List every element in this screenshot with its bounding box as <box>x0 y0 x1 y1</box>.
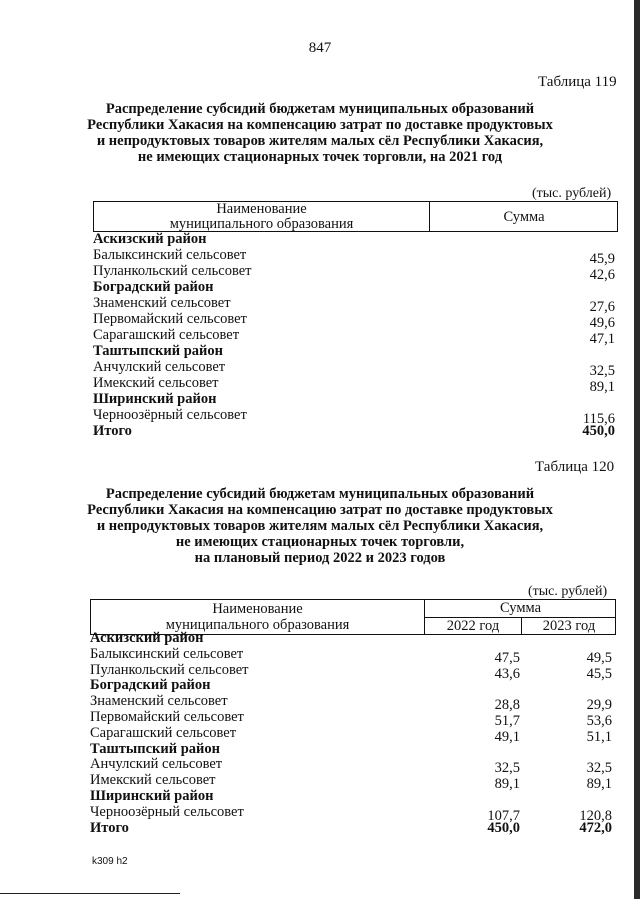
value-2021: 32,5 <box>589 363 615 379</box>
value-2021: 49,6 <box>589 315 615 331</box>
municipality-name: Черноозёрный сельсовет <box>90 803 244 820</box>
table-label: Таблица 120 <box>535 459 615 475</box>
table-row <box>0 724 640 745</box>
municipality-name: Балыксинский сельсовет <box>90 645 244 662</box>
table-row <box>0 645 640 666</box>
table-row <box>0 359 640 379</box>
table-title <box>70 101 570 165</box>
municipality-name: Первомайский сельсовет <box>90 709 244 725</box>
municipality-name: Анчулский сельсовет <box>90 756 223 773</box>
title-line: Распределение субсидий бюджетам муниципальных образований <box>105 486 535 502</box>
title-line: не имеющих стационарных точек торговли, на 2021 год <box>137 149 503 165</box>
table-row <box>0 247 640 267</box>
footer-code: k309 h2 <box>92 856 128 867</box>
table-title <box>70 486 570 566</box>
district-name: Аскизский район <box>93 231 207 247</box>
district-row <box>0 677 640 693</box>
total-row <box>0 820 640 836</box>
value-2021: 89,1 <box>589 379 615 395</box>
table-row <box>0 327 640 347</box>
table-row <box>0 756 640 777</box>
value-2023: 32,5 <box>586 760 612 777</box>
header-year-2022: 2022 год <box>446 618 500 634</box>
district-name: Боградский район <box>93 279 214 295</box>
table-row <box>0 263 640 283</box>
table-row <box>0 709 640 729</box>
page-number: 847 <box>308 40 332 56</box>
district-name: Аскизский район <box>90 630 204 646</box>
district-row <box>0 279 640 295</box>
district-name: Таштыпский район <box>93 343 223 359</box>
total-label: Итого <box>93 423 132 439</box>
value-2022: 28,8 <box>494 697 520 714</box>
value-2021: 115,6 <box>582 411 615 427</box>
district-row <box>0 343 640 359</box>
municipality-name: Сарагашский сельсовет <box>90 724 237 741</box>
header-sum: Сумма <box>499 600 542 616</box>
value-2022: 49,1 <box>494 728 520 745</box>
title-line: Распределение субсидий бюджетам муниципальных образований <box>105 101 535 117</box>
value-2021: 27,6 <box>589 299 615 315</box>
district-row <box>0 788 640 804</box>
value-2021: 450,0 <box>582 423 615 439</box>
header-name-line2: муниципального образования <box>165 617 350 633</box>
unit-label: (тыс. рублей) <box>532 186 612 201</box>
table-row <box>0 661 640 682</box>
title-line: Республики Хакасия на компенсацию затрат по доставке продуктовых <box>87 502 553 518</box>
municipality-name: Балыксинский сельсовет <box>93 247 247 263</box>
district-row <box>0 391 640 407</box>
header-name-line1: Наименование <box>212 601 303 617</box>
municipality-name: Сарагашский сельсовет <box>93 327 240 343</box>
table-row <box>0 311 640 331</box>
value-2023: 89,1 <box>586 776 612 793</box>
district-name: Боградский район <box>90 677 211 694</box>
value-2023: 45,5 <box>586 665 612 682</box>
value-2021: 45,9 <box>589 251 615 267</box>
value-2021: 42,6 <box>589 267 615 283</box>
district-name: Ширинский район <box>93 391 217 407</box>
value-2022: 51,7 <box>494 713 520 729</box>
value-2022: 47,5 <box>494 649 520 666</box>
municipality-name: Знаменский сельсовет <box>93 295 231 311</box>
footer-rule <box>0 893 180 894</box>
district-row <box>0 741 640 757</box>
municipality-name: Пуланкольский сельсовет <box>90 661 249 678</box>
total-label: Итого <box>90 819 129 836</box>
table-row <box>0 295 640 315</box>
header-name-line1: Наименование <box>216 201 307 217</box>
value-2022: 32,5 <box>494 760 520 777</box>
value-2023: 472,0 <box>579 819 612 836</box>
unit-label: (тыс. рублей) <box>528 584 608 599</box>
title-line: не имеющих стационарных точек торговли, <box>175 534 465 550</box>
municipality-name: Имекский сельсовет <box>90 772 216 789</box>
value-2022: 450,0 <box>487 819 520 836</box>
table-row <box>0 803 640 824</box>
table-header <box>93 201 618 232</box>
value-2021: 47,1 <box>589 331 615 347</box>
value-2022: 89,1 <box>494 776 520 793</box>
value-2023: 49,5 <box>586 649 612 666</box>
district-row <box>0 231 640 247</box>
table-row <box>0 772 640 793</box>
title-line: и непродуктовых товаров жителям малых сёл Республики Хакасия, <box>96 133 544 149</box>
header-name-line2: муниципального образования <box>169 216 354 232</box>
value-2023: 120,8 <box>579 807 612 824</box>
municipality-name: Имекский сельсовет <box>93 375 219 391</box>
title-line: Республики Хакасия на компенсацию затрат по доставке продуктовых <box>87 117 553 133</box>
municipality-name: Знаменский сельсовет <box>90 693 228 710</box>
value-2023: 29,9 <box>586 697 612 714</box>
municipality-name: Анчулский сельсовет <box>93 359 226 375</box>
district-name: Ширинский район <box>90 788 214 804</box>
municipality-name: Первомайский сельсовет <box>93 311 247 327</box>
value-2022: 107,7 <box>487 807 520 824</box>
value-2023: 53,6 <box>586 713 612 729</box>
title-line: и непродуктовых товаров жителям малых сёл Республики Хакасия, <box>96 518 544 534</box>
value-2023: 51,1 <box>586 728 612 745</box>
municipality-name: Пуланкольский сельсовет <box>93 263 252 279</box>
header-year-2023: 2023 год <box>542 618 596 634</box>
value-2022: 43,6 <box>494 665 520 682</box>
table-row <box>0 407 640 427</box>
total-row <box>0 423 640 439</box>
title-line: на плановый период 2022 и 2023 годов <box>194 550 446 566</box>
district-row <box>0 630 640 646</box>
table-label: Таблица 119 <box>538 74 617 90</box>
municipality-name: Черноозёрный сельсовет <box>93 407 247 423</box>
table-row <box>0 693 640 714</box>
table-row <box>0 375 640 395</box>
header-sum: Сумма <box>503 209 545 225</box>
district-name: Таштыпский район <box>90 740 220 757</box>
